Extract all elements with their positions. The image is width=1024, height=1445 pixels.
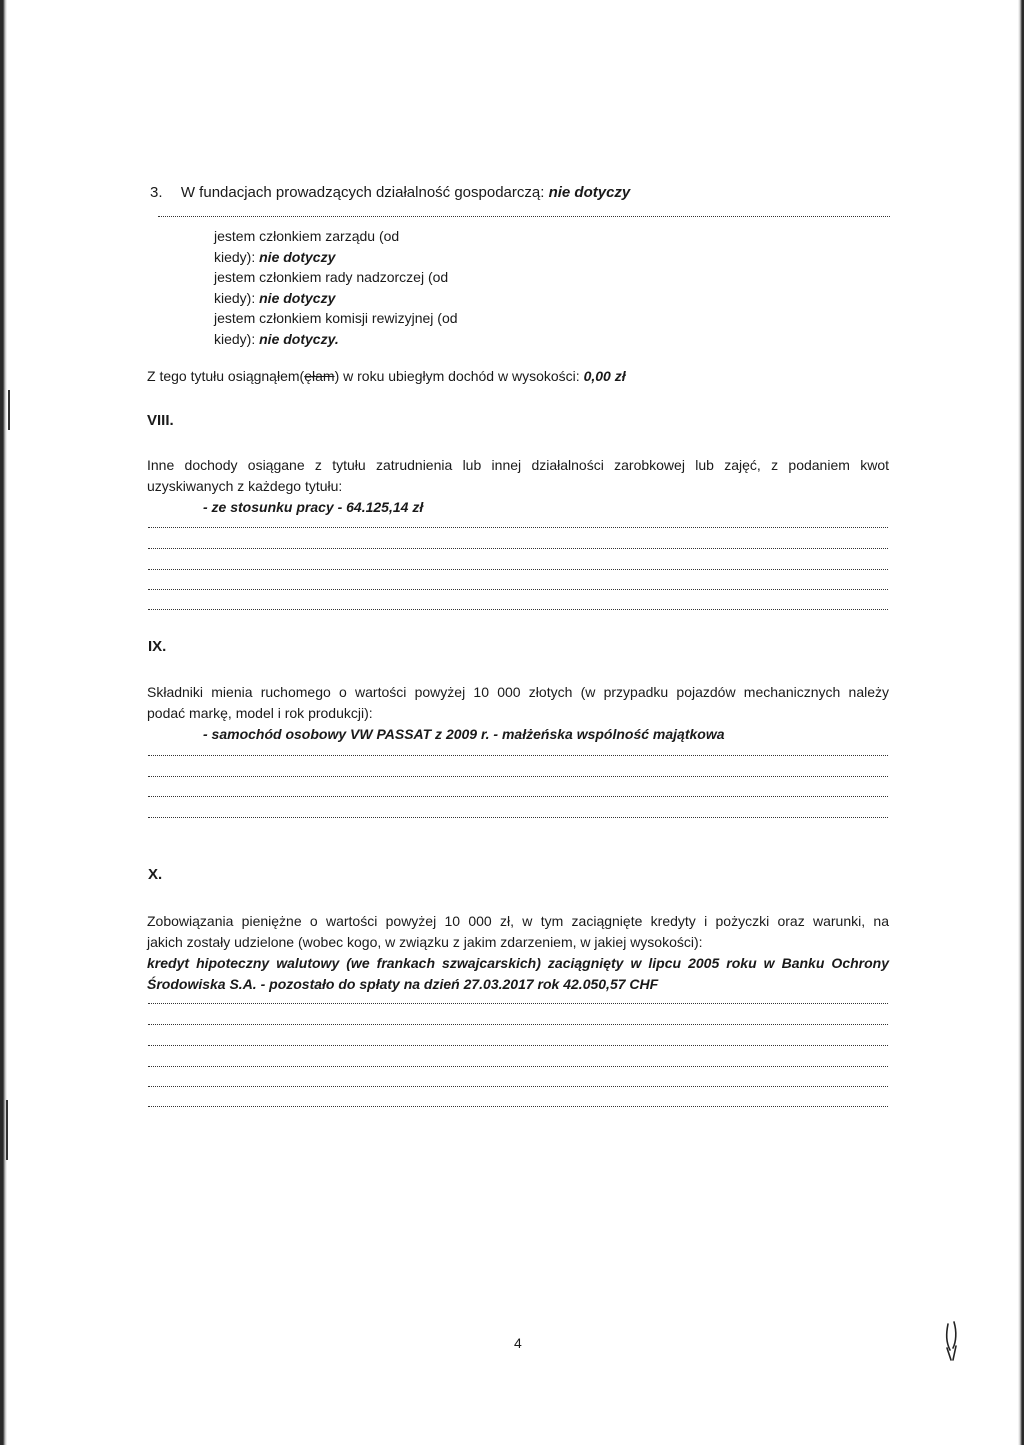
income-value: 0,00 zł [583,368,626,384]
dotted-line [148,817,888,818]
dotted-line [148,1106,888,1107]
section-viii-entry: - ze stosunku pracy - 64.125,14 zł [203,499,424,515]
section-ix-description-line2: podać markę, model i rok produkcji): [147,705,373,721]
section-ix-entry: - samochód osobowy VW PASSAT z 2009 r. - małżeńska wspólność majątkowa [203,726,725,742]
since-label: kiedy): [214,249,260,265]
dotted-line [148,569,888,570]
since-label: kiedy): [214,331,260,347]
scan-edge-right [1018,0,1024,1445]
section-x-numeral: X. [148,866,163,883]
dotted-line [148,548,888,549]
section-x-description-line2: jakich zostały udzielone (wobec kogo, w związku z jakim zdarzeniem, w jakiej wysokości): [147,934,703,950]
board-membership-1-value: nie dotyczy [259,249,336,265]
dotted-line [148,755,888,756]
section-x-description-line1: Zobowiązania pieniężne o wartości powyżej 10 000 zł, w tym zaciągnięte kredyty i pożyczki oraz warunki, na [147,913,889,929]
dotted-line [158,216,890,217]
board-membership-3 [214,308,458,328]
board-membership-1 [214,226,399,246]
section-viii-description-line2: uzyskiwanych z każdego tytułu: [147,478,343,494]
dotted-line [148,796,888,797]
section-ix-numeral: IX. [148,638,167,655]
section-viii-numeral: VIII. [147,412,174,429]
board-membership-3-since [214,329,339,349]
item3-number: 3. [150,184,163,201]
scan-mark [6,1100,8,1160]
section-x-entry-line1: kredyt hipoteczny walutowy (we frankach szwajcarskich) zaciągnięty w lipcu 2005 roku w Banku Ochrony [147,955,889,971]
dotted-line [148,527,888,528]
dotted-line [148,609,888,610]
income-struck-text: ęłam [304,368,335,384]
dotted-line [148,1003,888,1004]
board-membership-2-label: jestem członkiem rady nadzorczej (od [214,269,449,285]
board-membership-3-label: jestem członkiem komisji rewizyjnej (od [214,310,458,326]
handwritten-mark-icon [944,1318,960,1362]
page-number: 4 [514,1335,522,1351]
board-membership-1-label: jestem członkiem zarządu (od [214,228,400,244]
board-membership-2-since [214,288,335,308]
income-prefix: Z tego tytułu osiągnąłem( [147,368,305,384]
dotted-line [148,776,888,777]
board-membership-3-value: nie dotyczy. [259,331,339,347]
item3-heading [150,183,630,203]
board-membership-2 [214,267,448,287]
dotted-line [148,1066,888,1067]
dotted-line [148,1045,888,1046]
section-ix-description-line1: Składniki mienia ruchomego o wartości powyżej 10 000 złotych (w przypadku pojazdów mechanicznych należy [147,684,889,700]
since-label: kiedy): [214,290,260,306]
board-membership-2-value: nie dotyczy [259,290,336,306]
dotted-line [148,1086,888,1087]
item3-value: nie dotyczy [548,184,631,201]
dotted-line [148,1024,888,1025]
section-viii-description-line1: Inne dochody osiągane z tytułu zatrudnienia lub innej działalności zarobkowej lub zajęć, z podaniem kwot [147,457,889,473]
scan-edge-left [0,0,7,1445]
section-x-entry-line2: Środowiska S.A. - pozostało do spłaty na dzień 27.03.2017 rok 42.050,57 CHF [147,976,659,992]
scan-mark [8,390,10,430]
income-suffix: ) w roku ubiegłym dochód w wysokości: [334,368,584,384]
income-statement [147,366,626,386]
dotted-line [148,589,888,590]
item3-text: W fundacjach prowadzących działalność gospodarczą: [180,184,549,201]
board-membership-1-since [214,247,335,267]
